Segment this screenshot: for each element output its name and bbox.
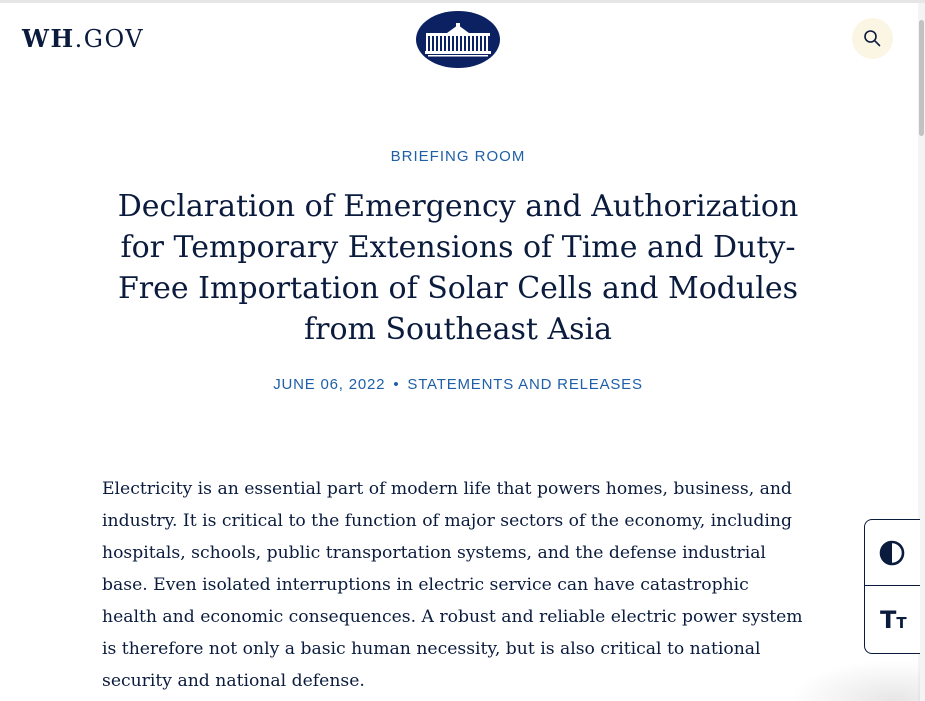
article-meta: [0, 376, 916, 393]
article-date: JUNE 06, 2022: [273, 376, 386, 393]
contrast-toggle-button[interactable]: [865, 520, 920, 586]
logo-bold-text: WH: [22, 24, 75, 53]
search-button[interactable]: [852, 18, 893, 59]
contrast-icon: [879, 540, 905, 566]
meta-separator: •: [393, 376, 400, 393]
site-header: [0, 3, 918, 73]
logo-rest-text: .GOV: [74, 25, 145, 53]
site-logo-link[interactable]: [22, 24, 144, 53]
page-title: Declaration of Emergency and Authorization for Temporary Extensions of Time and Duty-Free Importation of Solar Cells and Modules from Southeast Asia: [117, 189, 799, 347]
text-size-icon: TT: [880, 606, 907, 634]
corner-shadow: [790, 660, 920, 701]
accessibility-toolbar: [864, 519, 920, 654]
scrollbar-thumb[interactable]: [919, 20, 924, 136]
white-house-icon: [416, 11, 500, 68]
category-link[interactable]: STATEMENTS AND RELEASES: [407, 376, 643, 393]
white-house-seal-link[interactable]: [416, 11, 500, 68]
text-size-button[interactable]: [865, 587, 920, 653]
search-icon: [863, 29, 882, 48]
briefing-room-link[interactable]: BRIEFING ROOM: [390, 148, 526, 165]
article-paragraph: Electricity is an essential part of modern life that powers homes, business, and industry. It is critical to the function of major sectors of the economy, including hospitals, schools, public transportation systems, and the defense industrial base. Even isolated interruptions in electric service can have catastrophic health and economic consequences. A robust and reliable electric power system is therefore not only a basic human necessity, but is also critical to national security and national defense.: [102, 479, 803, 691]
